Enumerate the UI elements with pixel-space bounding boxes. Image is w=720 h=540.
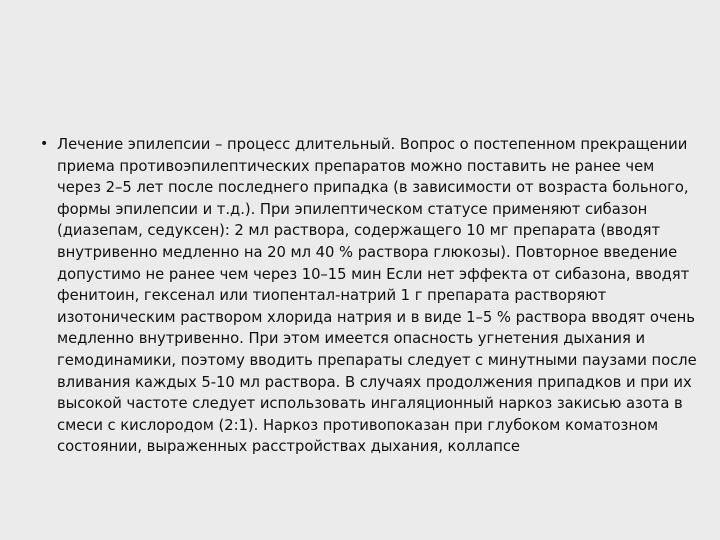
paragraph-line: гемодинамики, поэтому вводить препараты следует с минутными паузами после [57,351,697,369]
bullet-item [40,134,697,458]
paragraph-line: допустимо не ранее чем через 10–15 мин Если нет эффекта от сибазона, вводят [57,265,690,283]
paragraph-line: через 2–5 лет после последнего припадка (в зависимости от возраста больного, [57,179,689,197]
paragraph-line: Лечение эпилепсии – процесс длительный. Вопрос о постепенном прекращении [57,136,688,153]
paragraph-line: формы эпилепсии и т.д.). При эпилептическом статусе применяют сибазон [57,200,648,218]
paragraph-line: (диазепам, седуксен): 2 мл раствора, содержащего 10 мг препарата (вводят [57,222,661,240]
paragraph-line: медленно внутривенно. При этом имеется опасность угнетения дыхания и [57,330,646,348]
paragraph-line: состоянии, выраженных расстройствах дыхания, коллапсе [57,438,520,456]
paragraph-line: вливания каждых 5-10 мл раствора. В случаях продолжения припадков и при их [57,373,692,391]
paragraph-line: внутривенно медленно на 20 мл 40 % раствора глюкозы). Повторное введение [57,243,678,261]
bullet-marker: • [40,136,49,152]
bullet-list [40,134,697,458]
paragraph-line: смеси с кислородом (2:1). Наркоз противопоказан при глубоком коматозном [57,416,659,434]
paragraph-line: высокой частоте следует использовать ингаляционный наркоз закисью азота в [57,395,683,413]
paragraph-line: приема противоэпилептических препаратов можно поставить не ранее чем [57,157,655,175]
paragraph-line: изотоническим раствором хлорида натрия и в виде 1–5 % раствора вводят очень [57,308,695,326]
paragraph-line: фенитоин, гексенал или тиопентал-натрий 1 г препарата растворяют [57,287,607,305]
